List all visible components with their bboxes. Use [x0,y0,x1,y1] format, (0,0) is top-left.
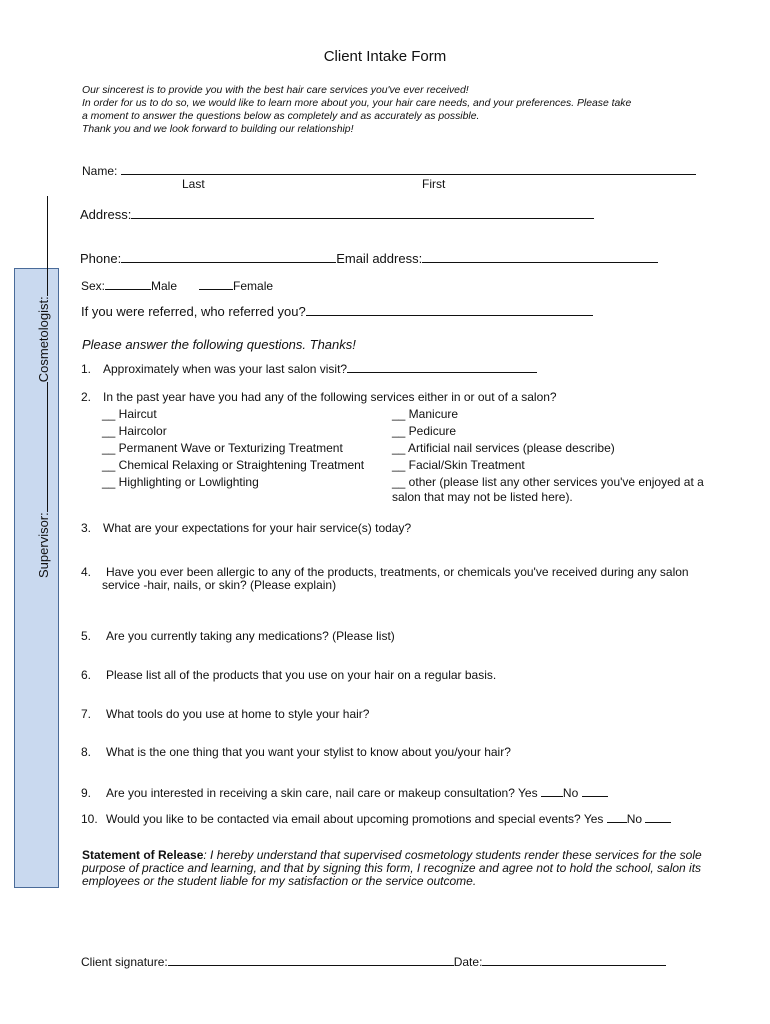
question-6 [81,668,496,682]
question-5 [81,629,395,643]
name-first-caption: First [422,177,446,191]
service-option-perm[interactable]: __ Permanent Wave or Texturizing Treatment [102,441,343,455]
service-option-facial[interactable]: __ Facial/Skin Treatment [392,458,525,472]
question-3-text: What are your expectations for your hair service(s) today? [103,521,412,535]
question-7-number: 7. [81,707,92,721]
cosmetologist-line[interactable] [37,196,48,296]
female-blank[interactable] [199,277,233,290]
question-1-text: Approximately when was your last salon visit? [103,362,348,376]
service-option-other-cont: salon that may not be listed here). [392,490,573,504]
question-4-number: 4. [81,565,92,579]
instructions: Please answer the following questions. Thanks! [82,337,356,352]
question-8-text: What is the one thing that you want your stylist to know about you/your hair? [106,745,511,759]
intro-line-1: Our sincerest is to provide you with the best hair care services you've ever received! [82,85,469,96]
intro-line-4: Thank you and we look forward to building our relationship! [82,124,354,135]
question-10-text: Would you like to be contacted via email about upcoming promotions and special events? Yes [106,812,604,826]
question-3 [81,521,411,535]
question-2 [81,390,557,404]
question-10 [81,810,671,826]
sex-label: Sex: [81,279,106,293]
supervisor-line[interactable] [37,382,48,512]
service-option-haircolor[interactable]: __ Haircolor [102,424,167,438]
male-option: Male [151,279,178,293]
question-2-text: In the past year have you had any of the following services either in or out of a salon? [103,390,557,404]
referred-line[interactable] [306,303,593,316]
female-option: Female [233,279,274,293]
question-8-number: 8. [81,745,92,759]
phone-label: Phone: [80,251,122,266]
question-7 [81,707,369,721]
question-10-yes-blank[interactable] [607,810,627,823]
release-body: : I hereby understand that supervised cosmetology students render these services for the sole purpose of practice and learning, and that by signing this form, I recognize and agree not to hold the school, salon its employees or the student liable for my satisfaction or the service outcome. [82,848,702,888]
name-field[interactable] [82,162,696,178]
date-label: Date: [453,955,483,969]
service-option-manicure[interactable]: __ Manicure [392,407,459,421]
question-10-number: 10. [81,812,98,826]
referred-field[interactable] [81,303,593,319]
question-1-number: 1. [81,362,92,376]
service-option-other[interactable]: __ other (please list any other services you've enjoyed at a [392,475,704,489]
question-4-text-line-1: Have you ever been allergic to any of the products, treatments, or chemicals you've received during any salon [106,565,689,579]
signature-row [81,953,666,969]
phone-line[interactable] [121,250,336,263]
statement-of-release [82,849,722,888]
question-5-text: Are you currently taking any medications? (Please list) [106,629,395,643]
question-9-no-blank[interactable] [582,784,608,797]
referred-label: If you were referred, who referred you? [81,304,306,319]
question-6-number: 6. [81,668,92,682]
service-option-pedicure[interactable]: __ Pedicure [392,424,457,438]
question-1 [81,360,537,376]
sex-row [81,277,273,293]
staff-sidebar-text [36,196,51,578]
release-heading: Statement of Release [82,848,204,862]
question-7-text: What tools do you use at home to style your hair? [106,707,370,721]
service-option-artificial-nails[interactable]: __ Artificial nail services (please describe) [392,441,615,455]
service-option-haircut[interactable]: __ Haircut [102,407,157,421]
question-6-text: Please list all of the products that you use on your hair on a regular basis. [106,668,497,682]
question-10-no-blank[interactable] [645,810,671,823]
signature-line[interactable] [168,953,454,966]
question-5-number: 5. [81,629,92,643]
supervisor-label: Supervisor: [36,512,51,578]
email-line[interactable] [422,250,658,263]
address-label: Address: [80,207,132,222]
name-label: Name: [82,164,118,178]
page-title: Client Intake Form [323,48,447,65]
male-blank[interactable] [105,277,151,290]
question-9 [81,784,608,800]
address-field[interactable] [80,206,594,222]
question-8 [81,745,511,759]
question-3-number: 3. [81,521,92,535]
name-last-caption: Last [182,177,205,191]
date-line[interactable] [482,953,666,966]
question-10-no-label: No [626,812,643,826]
question-9-number: 9. [81,786,92,800]
service-option-relaxing[interactable]: __ Chemical Relaxing or Straightening Treatment [102,458,365,472]
intro-line-3: a moment to answer the questions below as completely and as accurately as possible. [82,111,480,122]
phone-email-row [80,250,658,266]
email-label: Email address: [336,251,423,266]
question-1-answer-line[interactable] [347,360,537,373]
question-4-text-line-2: service -hair, nails, or skin? (Please explain) [102,578,337,592]
question-4 [81,565,689,579]
address-line[interactable] [131,206,594,219]
name-line[interactable] [121,162,696,175]
question-9-yes-blank[interactable] [541,784,563,797]
intro-line-2: In order for us to do so, we would like to learn more about you, your hair care needs, and your preferences. Please take [82,98,632,109]
service-option-highlighting[interactable]: __ Highlighting or Lowlighting [102,475,259,489]
question-2-number: 2. [81,390,92,404]
question-9-no-label: No [562,786,579,800]
question-9-text: Are you interested in receiving a skin care, nail care or makeup consultation? Yes [106,786,538,800]
signature-label: Client signature: [81,955,168,969]
cosmetologist-label: Cosmetologist: [36,296,51,383]
